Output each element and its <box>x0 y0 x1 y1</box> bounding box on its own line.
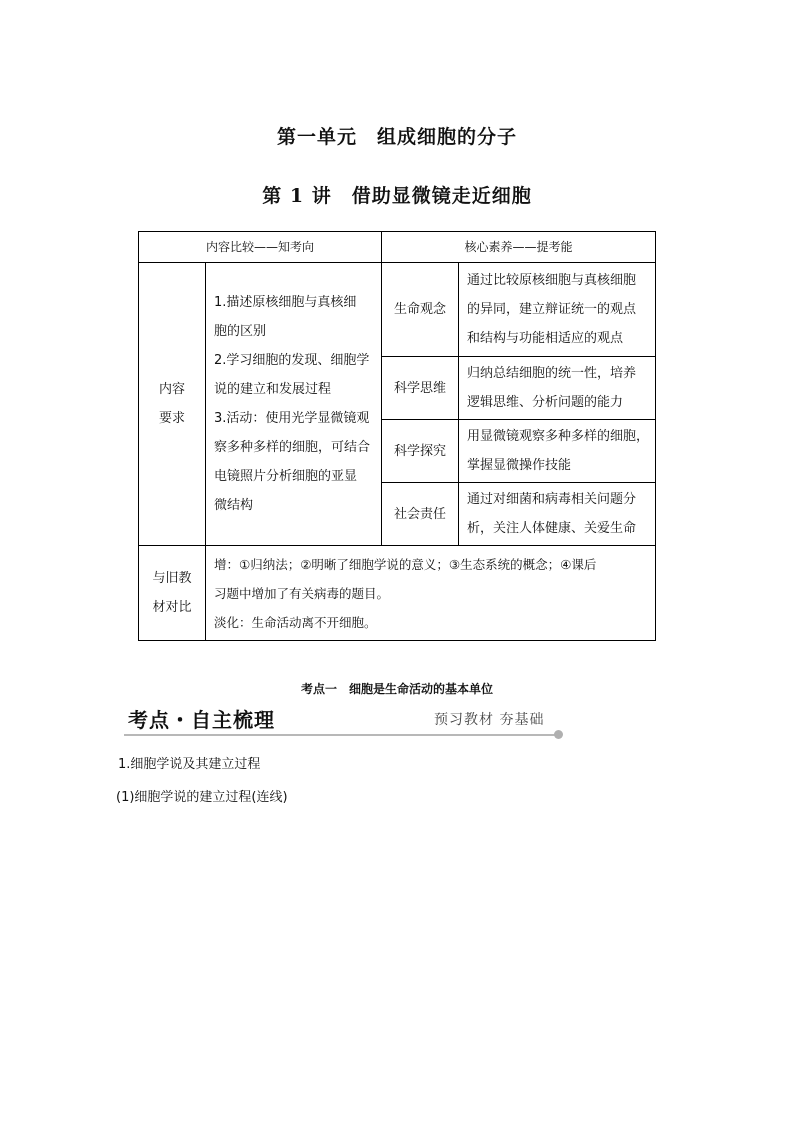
compare-line: 增：①归纳法；②明晰了细胞学说的意义；③生态系统的概念；④课后 <box>214 556 597 572</box>
requirement-line: 1.描述原核细胞与真核细 <box>214 295 357 310</box>
lecture-title: 第 1 讲 借助显微镜走近细胞 <box>262 185 532 207</box>
banner-subtitle: 预习教材 夯基础 <box>434 712 545 728</box>
requirements-content <box>206 263 382 546</box>
header-content-comparison: 内容比较——知考向 <box>139 232 382 263</box>
row-label-line: 材对比 <box>152 600 192 615</box>
competency-line: 用显微镜观察多种多样的细胞， <box>467 429 650 444</box>
competency-line: 归纳总结细胞的统一性，培养 <box>467 366 637 381</box>
section-banner <box>124 706 570 736</box>
requirement-line: 2.学习细胞的发现、细胞学 <box>214 353 370 368</box>
row-label-line: 与旧教 <box>152 571 192 586</box>
requirement-line: 微结构 <box>214 498 254 513</box>
compare-line: 习题中增加了有关病毒的题目。 <box>214 585 390 601</box>
row-label-line: 内容 <box>158 382 185 397</box>
row-label-compare <box>139 546 206 641</box>
banner-dot-icon <box>554 730 563 739</box>
section-heading: 1.细胞学说及其建立过程 <box>118 757 261 772</box>
overview-table <box>138 231 656 641</box>
subsection-heading: (1)细胞学说的建立过程(连线) <box>116 790 288 805</box>
competency-description <box>459 420 656 483</box>
banner-underline <box>124 734 560 736</box>
requirement-line: 胞的区别 <box>214 324 267 339</box>
requirement-line: 察多种多样的细胞，可结合 <box>214 440 371 455</box>
row-label-requirements <box>139 263 206 546</box>
competency-name: 科学思维 <box>382 357 459 420</box>
compare-content <box>206 546 656 641</box>
requirement-line: 3.活动：使用光学显微镜观 <box>214 411 370 426</box>
competency-line: 的异同，建立辩证统一的观点 <box>467 302 637 317</box>
competency-line: 和结构与功能相适应的观点 <box>467 331 624 346</box>
compare-line: 淡化：生命活动离不开细胞。 <box>214 614 377 630</box>
requirement-line: 说的建立和发展过程 <box>214 382 332 397</box>
competency-line: 逻辑思维、分析问题的能力 <box>467 395 624 410</box>
competency-line: 通过比较原核细胞与真核细胞 <box>467 273 637 288</box>
competency-line: 掌握显微操作技能 <box>467 458 572 473</box>
requirement-line: 电镜照片分析细胞的亚显 <box>214 469 358 484</box>
competency-description <box>459 357 656 420</box>
kaodian-title: 考点一 细胞是生命活动的基本单位 <box>300 682 493 696</box>
header-core-competency: 核心素养——提考能 <box>382 232 656 263</box>
competency-line: 通过对细菌和病毒相关问题分 <box>467 492 637 507</box>
competency-name: 生命观念 <box>382 263 459 357</box>
banner-title: 考点・自主梳理 <box>128 708 275 732</box>
row-label-line: 要求 <box>158 411 185 426</box>
unit-title: 第一单元 组成细胞的分子 <box>276 126 517 148</box>
competency-name: 社会责任 <box>382 483 459 546</box>
competency-name: 科学探究 <box>382 420 459 483</box>
competency-description <box>459 263 656 357</box>
competency-description <box>459 483 656 546</box>
competency-line: 析，关注人体健康、关爱生命 <box>467 521 637 536</box>
